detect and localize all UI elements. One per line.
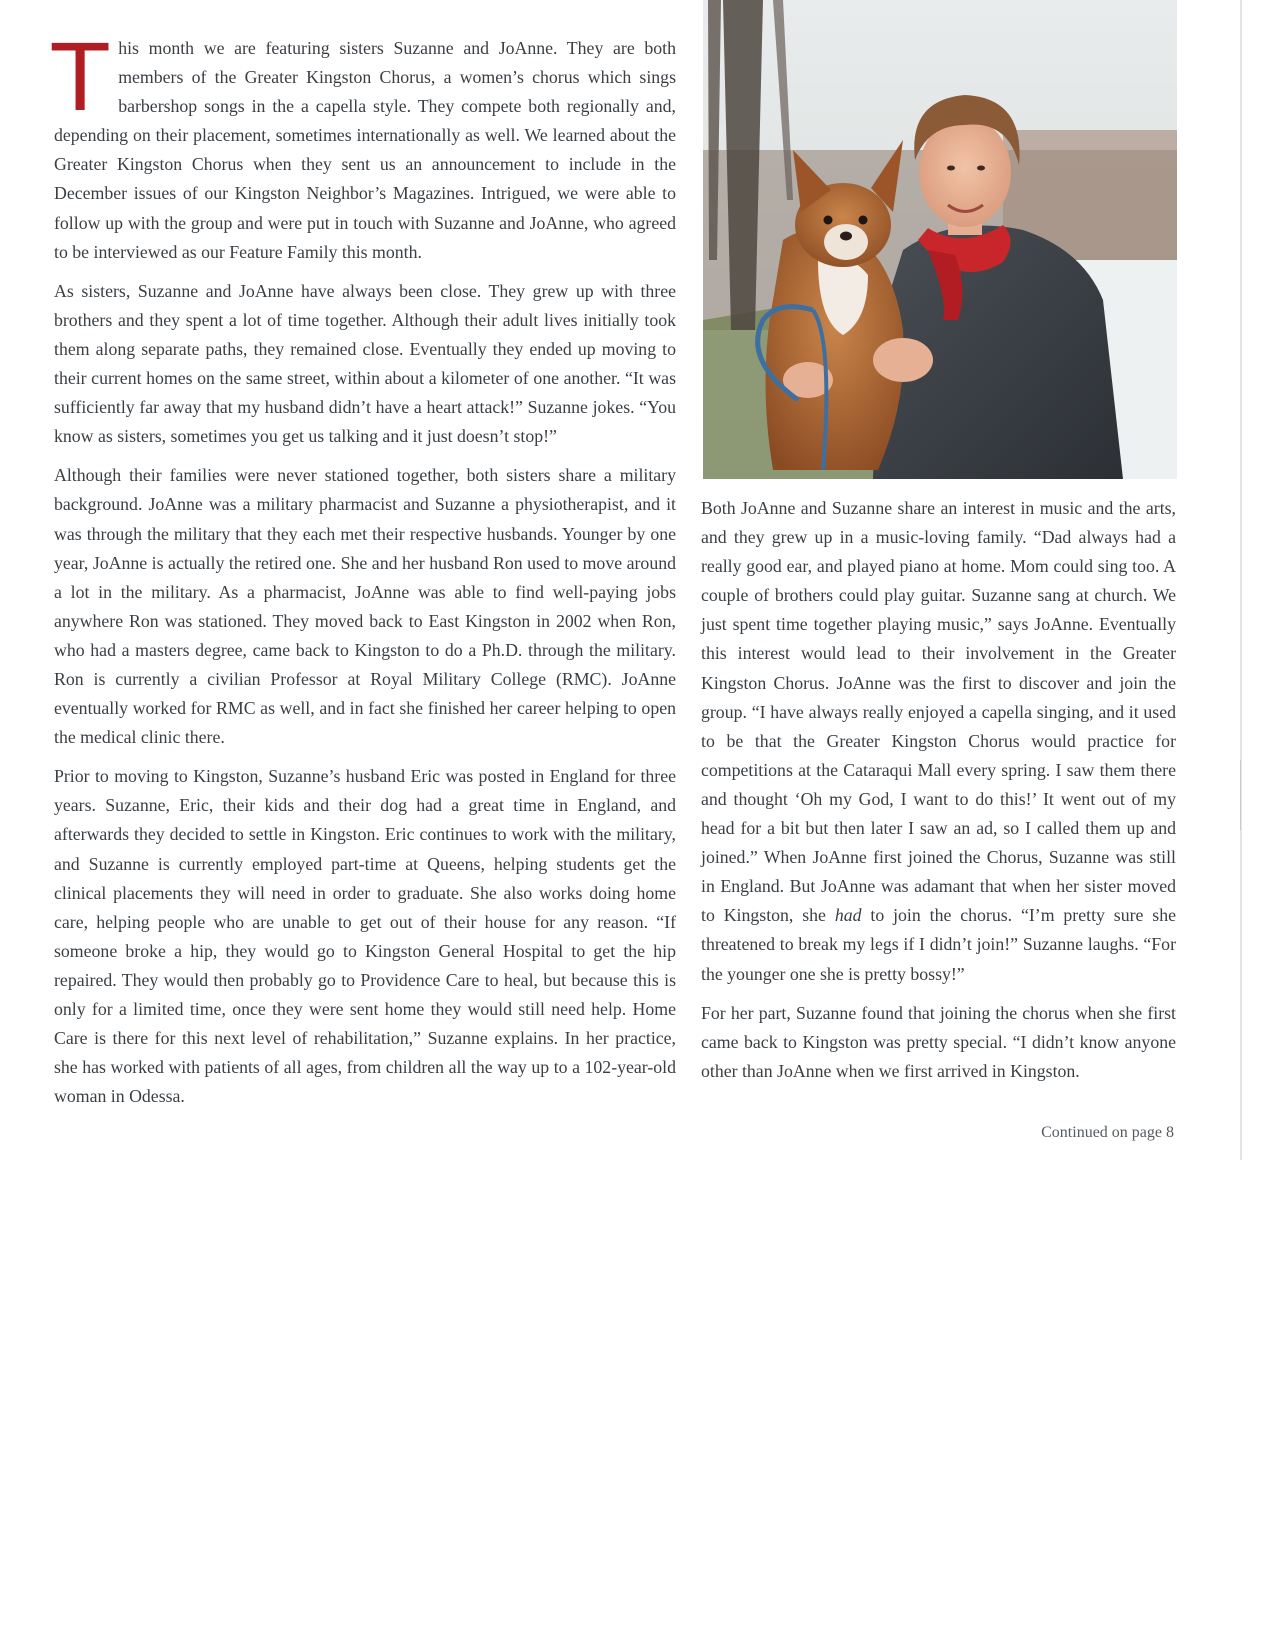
paragraph: For her part, Suzanne found that joining the chorus when she first came back to Kingston was pretty special. “I didn’t know anyone other than JoAnne when we first arrived in Kingston. bbox=[701, 1002, 1176, 1081]
paragraph bbox=[701, 494, 1176, 989]
feature-photo bbox=[703, 0, 1177, 479]
continued-note: Continued on page 8 bbox=[1041, 1124, 1174, 1141]
paragraph: Although their families were never stationed together, both sisters share a military background. JoAnne was a military pharmacist and Suzanne a physiotherapist, and it was through the military that they each met their respective husbands. Younger by one year, JoAnne is actually the retired one. She and her husband Ron used to move around a lot in the military. As a pharmacist, JoAnne was able to find well-paying jobs anywhere Ron was stationed. They moved back to East Kingston in 2002 when Ron, who had a masters degree, came back to Kingston to do a Ph.D. through the military. Ron is currently a civilian Professor at Royal Military College (RMC). JoAnne eventually worked for RMC as well, and in fact she finished her career helping to open the medical clinic there. bbox=[54, 465, 676, 748]
emphasis-text: had bbox=[834, 905, 862, 926]
scan-edge bbox=[1240, 0, 1242, 1160]
scan-edge-mark bbox=[1240, 760, 1241, 830]
article-right-column bbox=[701, 494, 1176, 1096]
article-left-column bbox=[52, 25, 676, 1121]
paragraph-text: Both JoAnne and Suzanne share an interest in music and the arts, and they grew up in a music-loving family. “Dad always had a really good ear, and played piano at home. Mom could sing too. A couple of brothers could play guitar. Suzanne sang at church. We just spent time together playing music,” says JoAnne. Eventually this interest would lead to their involvement in the Greater Kingston Chorus. JoAnne was the first to discover and join the group. “I have always really enjoyed a capella singing, and it used to be that the Greater Kingston Chorus would practice for competitions at the Cataraqui Mall every spring. I saw them there and thought ‘Oh my God, I want to do this!’ It went out of my head for a bit but then later I saw an ad, so I called them up and joined.” When JoAnne first joined the Chorus, Suzanne was still in England. But JoAnne was adamant that when her sister moved to Kingston, she bbox=[701, 498, 1176, 926]
paragraph: As sisters, Suzanne and JoAnne have always been close. They grew up with three brothers and they spent a lot of time together. Although their adult lives initially took them along separate paths, they remained close. Eventually they ended up moving to their current homes on the same street, within about a kilometer of one another. “It was sufficiently far away that my husband didn’t have a heart attack!” Suzanne jokes. “You know as sisters, sometimes you get us talking and it just doesn’t stop!” bbox=[54, 280, 676, 447]
drop-cap: T bbox=[52, 25, 109, 132]
paragraph-text: his month we are featuring sisters Suzanne and JoAnne. They are both members of the Greater Kingston Chorus, a women’s chorus which sings barbershop songs in the a capella style. They compete both regionally and, depending on their placement, sometimes internationally as well. We learned about the Greater Kingston Chorus when they sent us an announcement to include in the December issues of our Kingston Neighbor’s Magazines. Intrigued, we were able to follow up with the group and were put in touch with Suzanne and JoAnne, who agreed to be interviewed as our Feature Family this month. bbox=[54, 38, 676, 262]
paragraph bbox=[52, 25, 676, 267]
paragraph-text: to join the chorus. “I’m pretty sure she threatened to break my legs if I didn’t join!” Suzanne laughs. “For the younger one she is pretty bossy!” bbox=[701, 905, 1176, 984]
paragraph: Prior to moving to Kingston, Suzanne’s husband Eric was posted in England for three years. Suzanne, Eric, their kids and their dog had a great time in England, and afterwards they decided to settle in Kingston. Eric continues to work with the military, and Suzanne is currently employed part-time at Queens, helping students get the clinical placements they will need in order to graduate. She also works doing home care, helping people who are unable to get out of their house for any reason. “If someone broke a hip, they would go to Kingston General Hospital to get the hip repaired. They would then probably go to Providence Care to heal, but because this is only for a limited time, once they were sent home they would still need help. Home Care is there for this next level of rehabilitation,” Suzanne explains. In her practice, she has worked with patients of all ages, from children all the way up to a 102-year-old woman in Odessa. bbox=[54, 766, 676, 1107]
